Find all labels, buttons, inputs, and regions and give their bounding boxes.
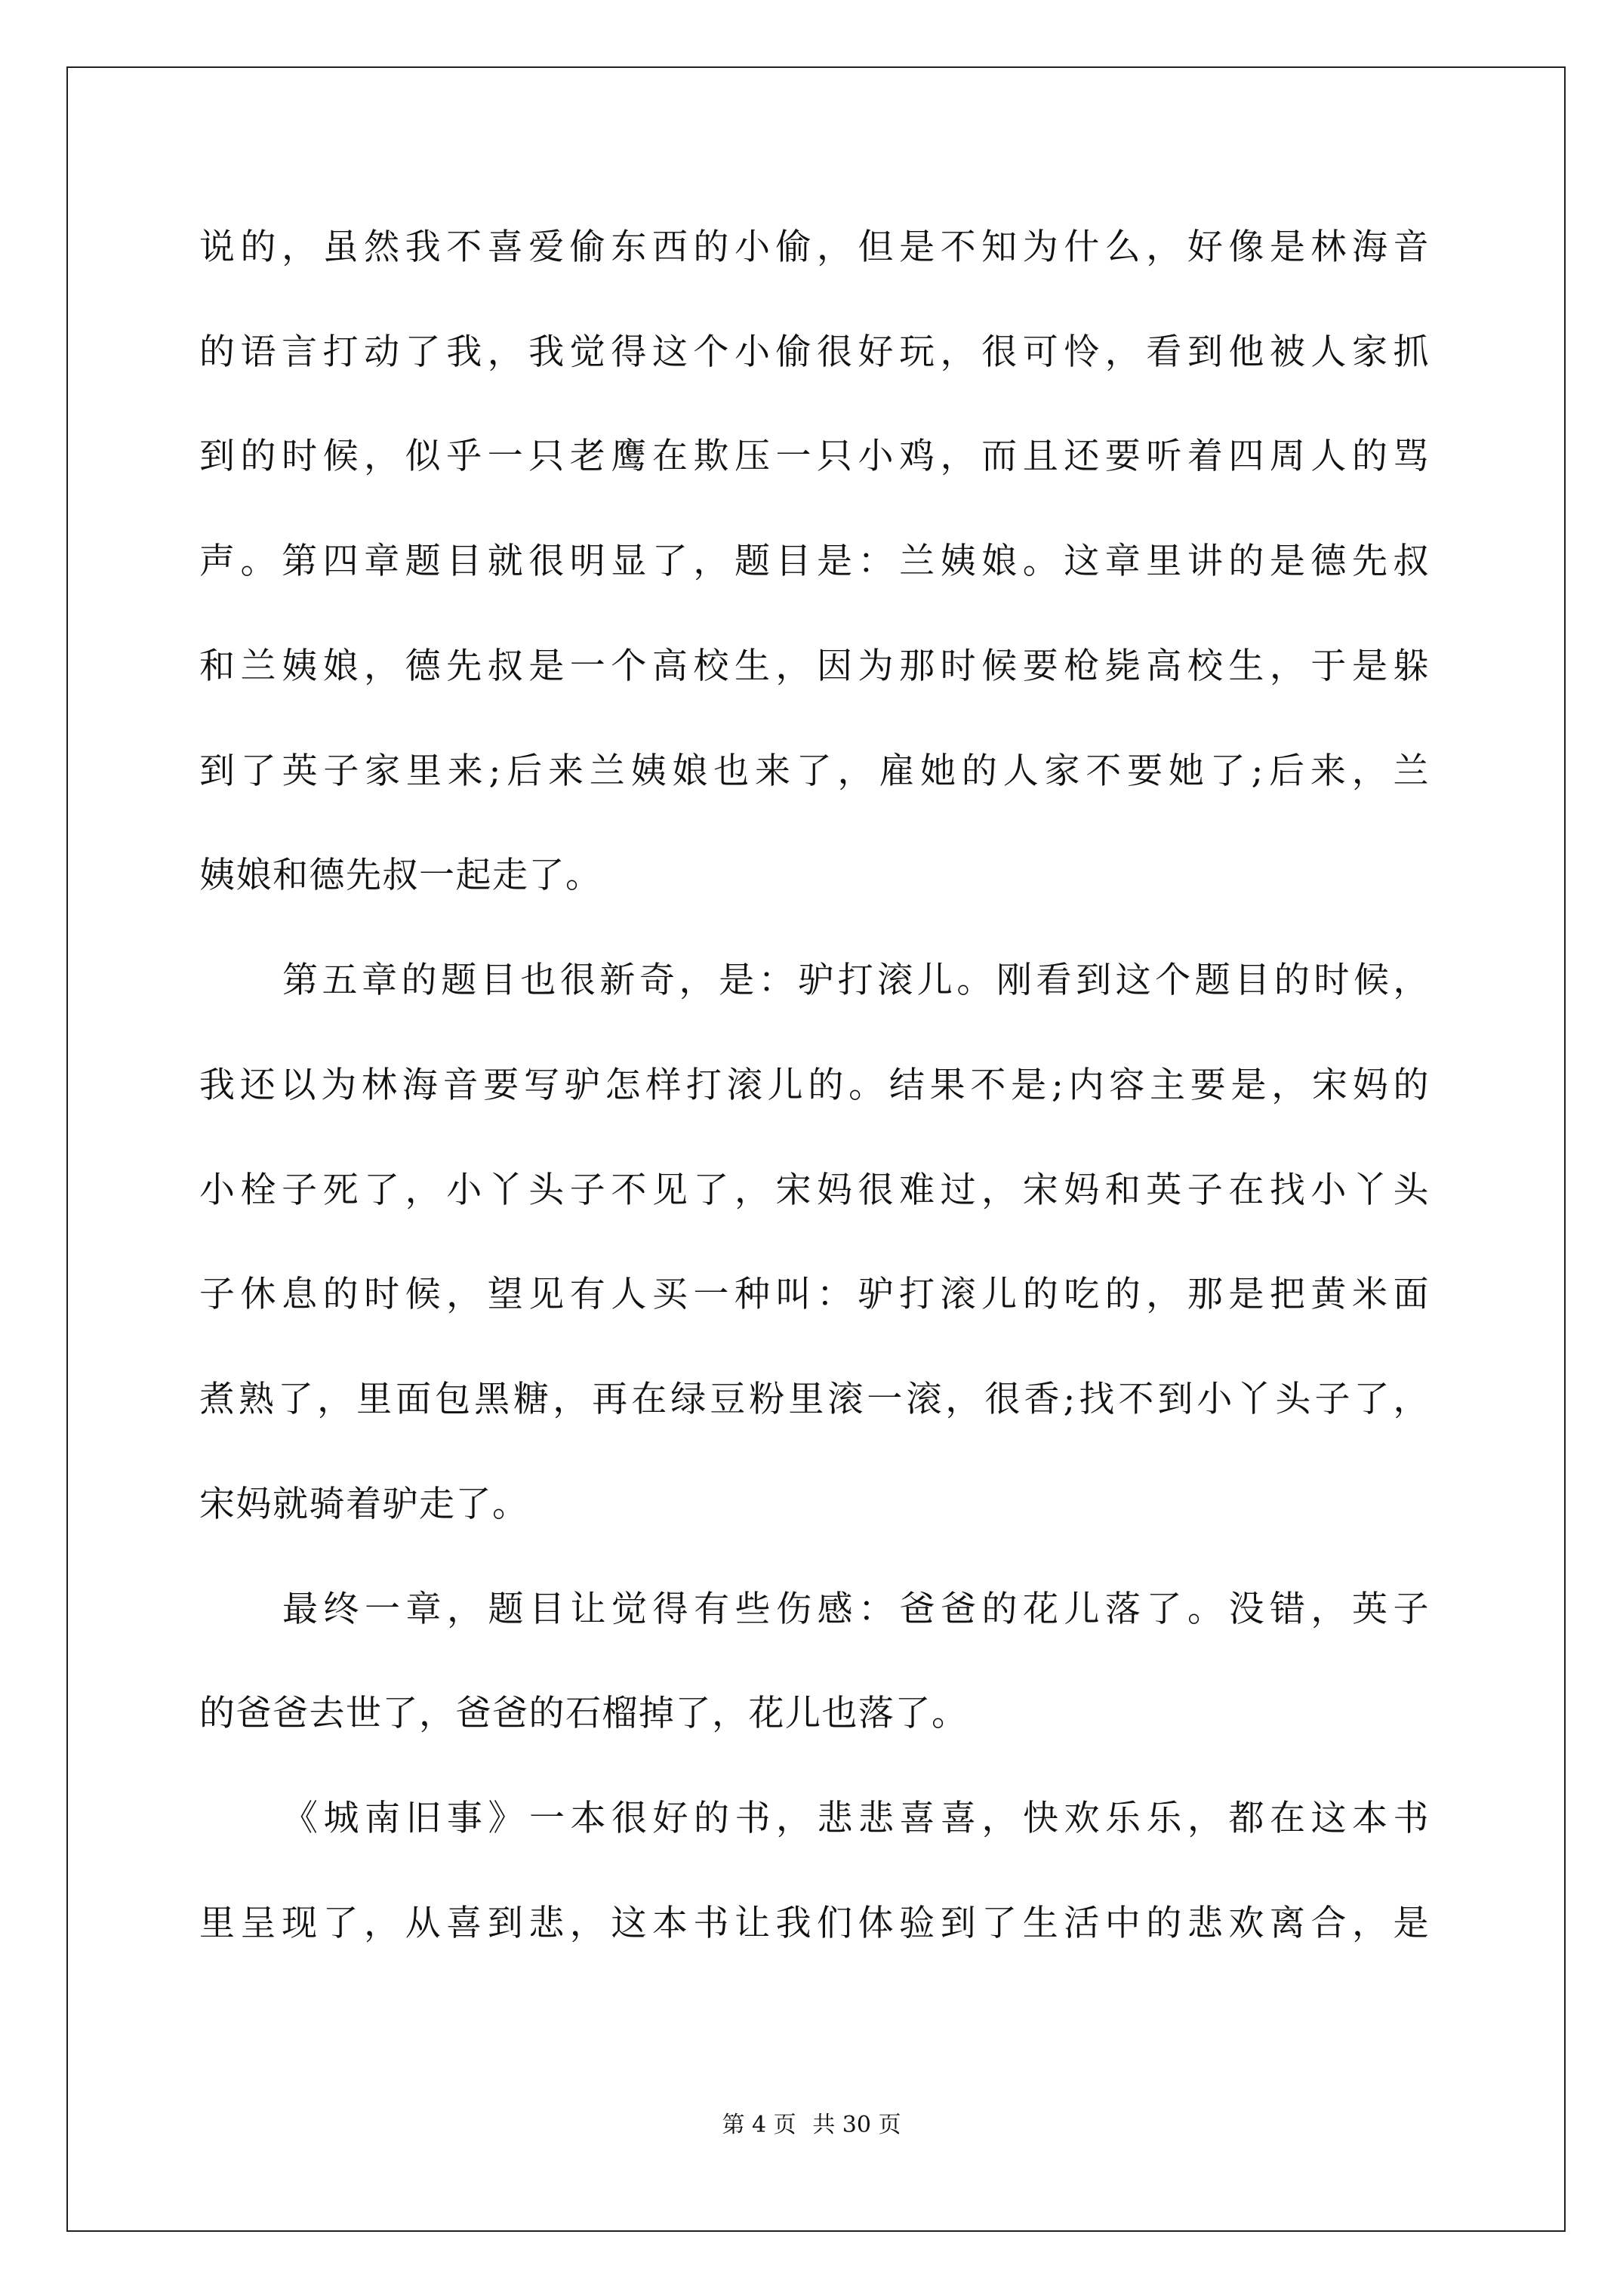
text-line-4: 声。第四章题目就很明显了，题目是：兰姨娘。这章里讲的是德先叔 xyxy=(199,541,1430,582)
text-line-6: 到了英子家里来;后来兰姨娘也来了，雇她的人家不要她了;后来，兰 xyxy=(199,750,1430,792)
text-line-8: 第五章的题目也很新奇，是：驴打滚儿。刚看到这个题目的时候， xyxy=(282,960,1430,1001)
text-line-17: 里呈现了，从喜到悲，这本书让我们体验到了生活中的悲欢离合，是 xyxy=(199,1903,1430,1944)
text-line-1: 说的，虽然我不喜爱偷东西的小偷，但是不知为什么，好像是林海音 xyxy=(199,227,1430,268)
text-line-14: 最终一章，题目让觉得有些伤感：爸爸的花儿落了。没错，英子 xyxy=(282,1589,1430,1630)
text-line-15: 的爸爸去世了，爸爸的石榴掉了，花儿也落了。 xyxy=(199,1693,969,1734)
text-line-5: 和兰姨娘，德先叔是一个高校生，因为那时候要枪毙高校生，于是躲 xyxy=(199,646,1430,687)
page-footer xyxy=(0,2110,1623,2140)
text-line-9: 我还以为林海音要写驴怎样打滚儿的。结果不是;内容主要是，宋妈的 xyxy=(199,1065,1430,1106)
text-line-12: 煮熟了，里面包黑糖，再在绿豆粉里滚一滚，很香;找不到小丫头子了， xyxy=(199,1379,1430,1420)
text-line-16: 《城南旧事》一本很好的书，悲悲喜喜，快欢乐乐，都在这本书 xyxy=(282,1798,1430,1839)
text-line-7: 姨娘和德先叔一起走了。 xyxy=(199,855,602,896)
page-number: 第 4 页 xyxy=(722,2112,796,2138)
text-line-2: 的语言打动了我，我觉得这个小偷很好玩，很可怜，看到他被人家抓 xyxy=(199,331,1430,373)
page-total: 共 30 页 xyxy=(812,2112,901,2138)
text-line-3: 到的时候，似乎一只老鹰在欺压一只小鸡，而且还要听着四周人的骂 xyxy=(199,436,1430,477)
text-line-10: 小栓子死了，小丫头子不见了，宋妈很难过，宋妈和英子在找小丫头 xyxy=(199,1170,1430,1211)
text-line-13: 宋妈就骑着驴走了。 xyxy=(199,1484,529,1525)
text-line-11: 子休息的时候，望见有人买一种叫：驴打滚儿的吃的，那是把黄米面 xyxy=(199,1274,1430,1315)
